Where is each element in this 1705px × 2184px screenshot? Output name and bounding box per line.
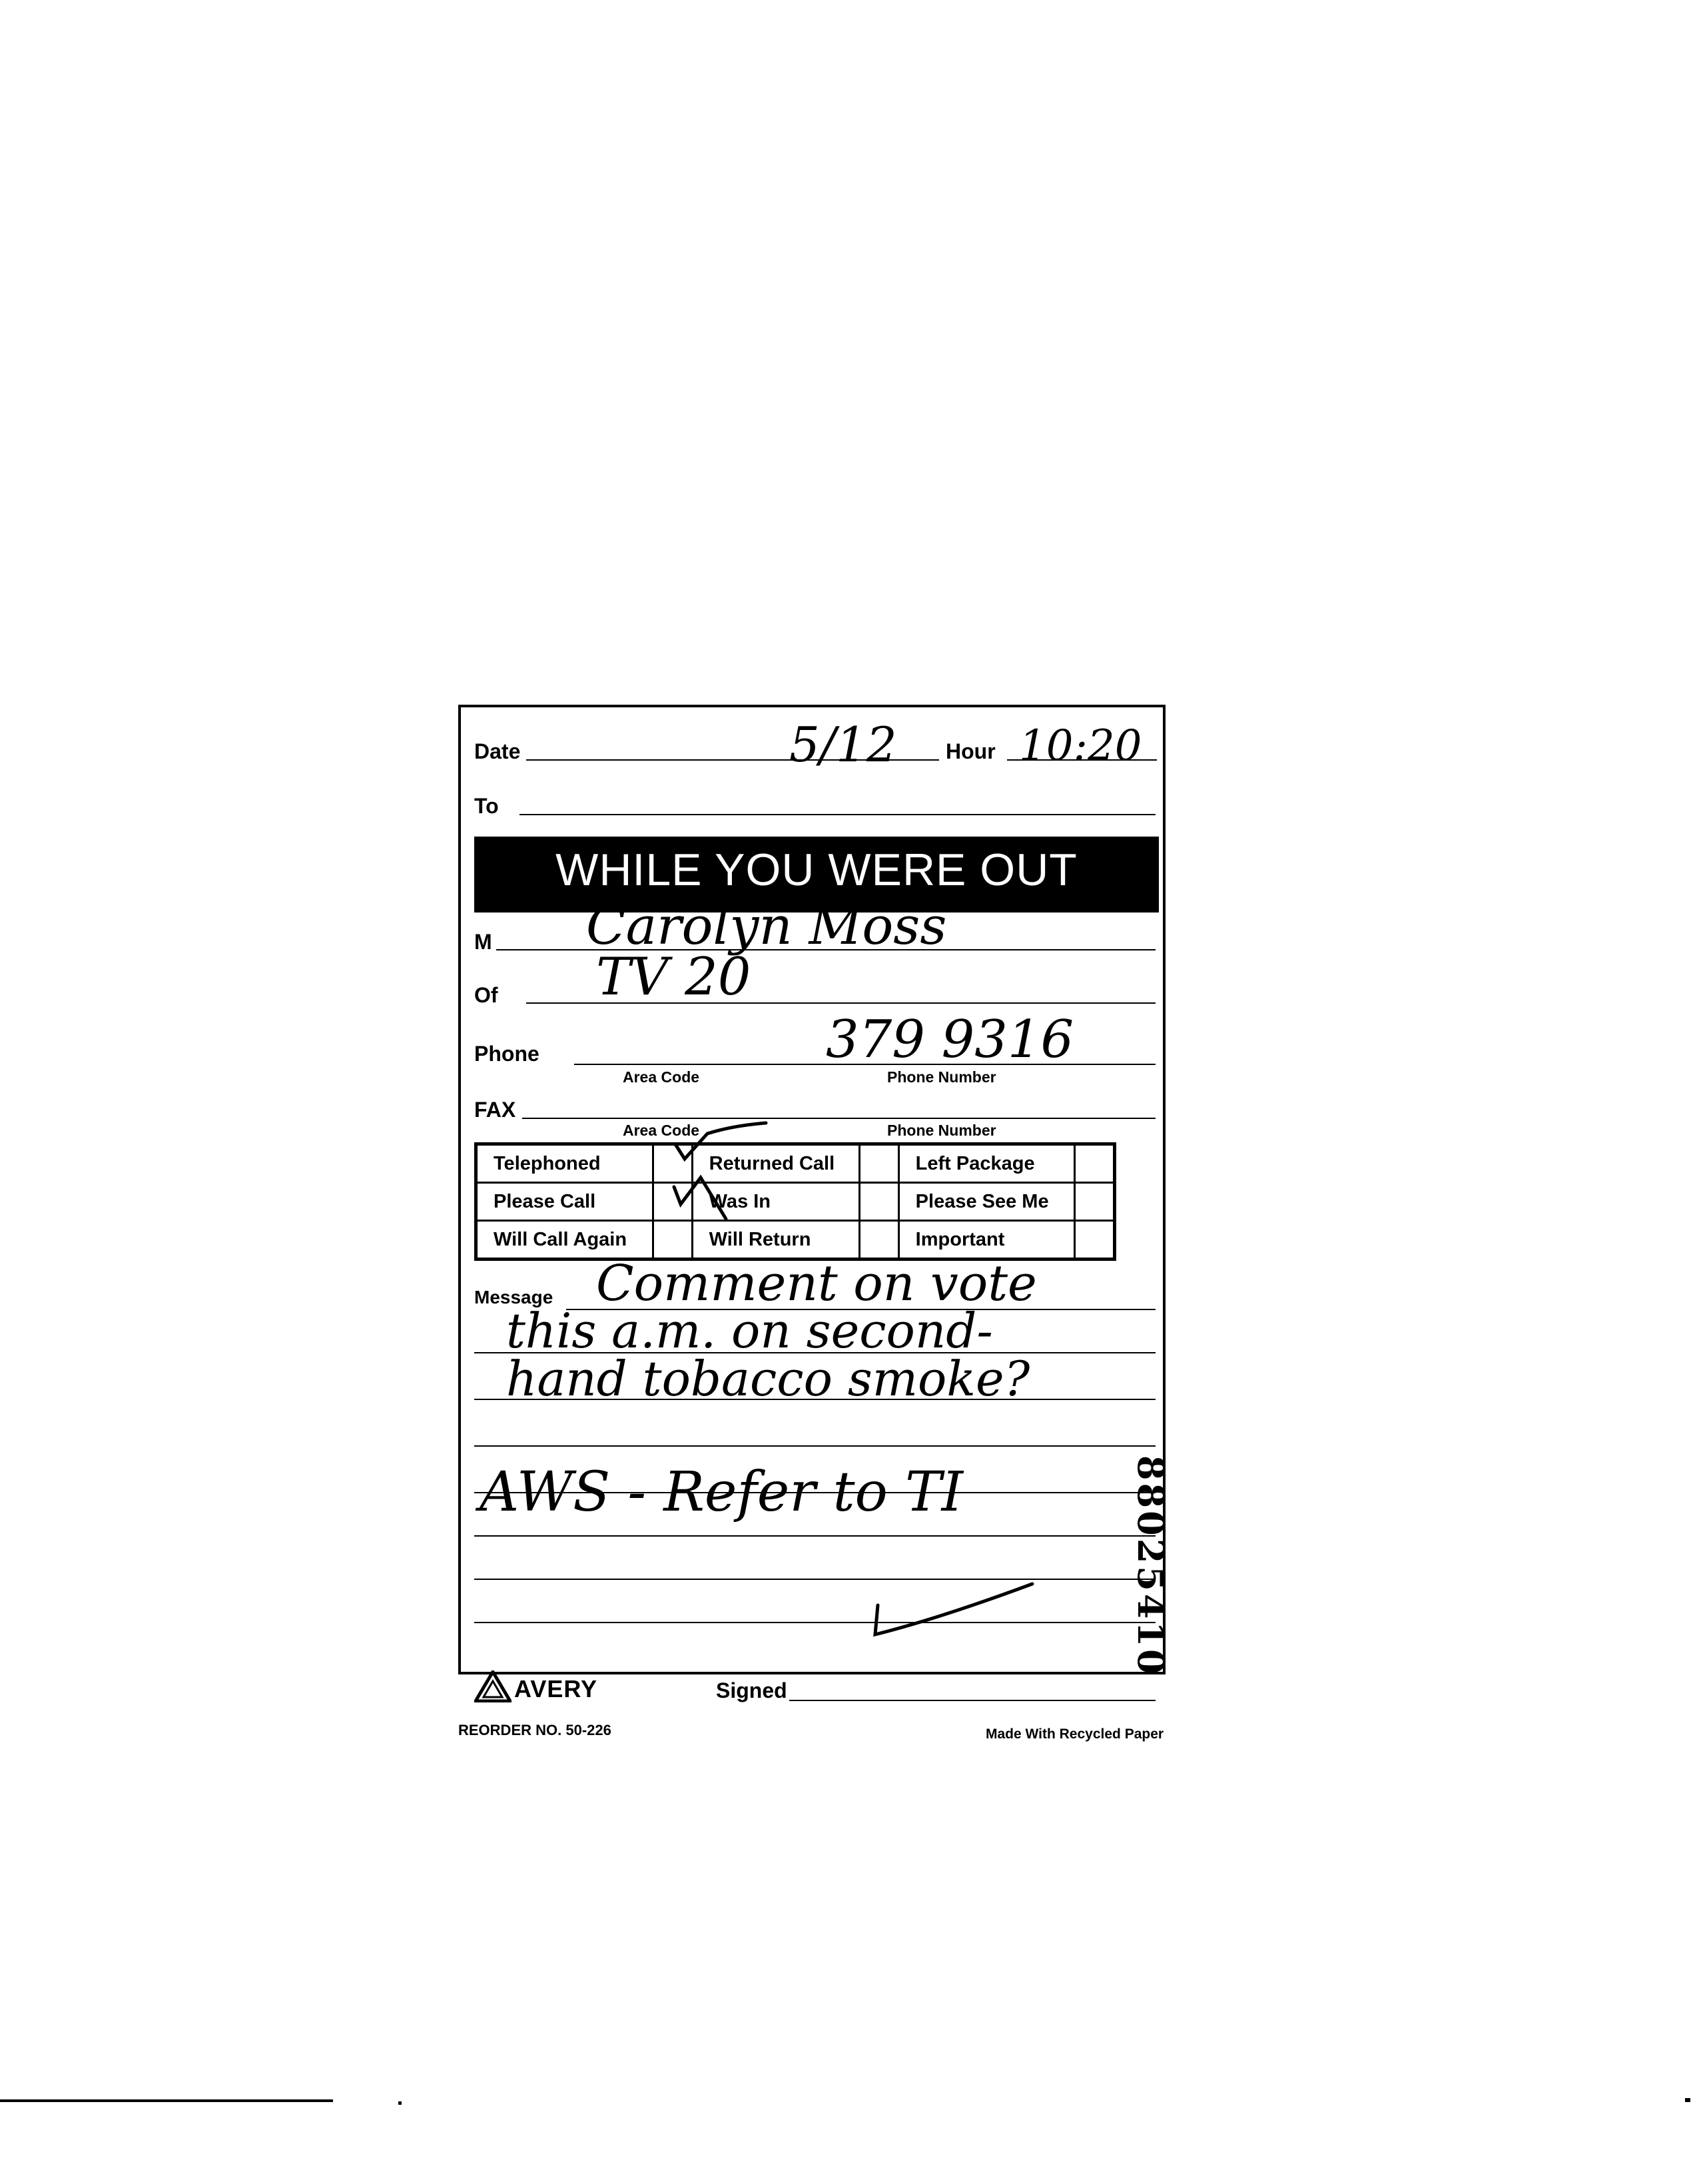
options-grid — [474, 1142, 1116, 1261]
check-marks — [666, 1106, 773, 1226]
to-label: To — [474, 794, 499, 818]
caller-organization: TV 20 — [596, 947, 751, 1007]
recycled-note: Made With Recycled Paper — [986, 1726, 1164, 1742]
approval-check — [866, 1579, 1039, 1645]
m-label: M — [474, 930, 492, 954]
check-mark-telephoned — [675, 1123, 766, 1159]
option-was-in: Was In — [692, 1183, 859, 1221]
scan-artifact-line — [0, 2099, 333, 2102]
date-label: Date — [474, 739, 521, 763]
checkbox-returned-call — [859, 1144, 898, 1183]
options-row — [476, 1183, 1115, 1221]
reorder-number: REORDER NO. 50-226 — [458, 1722, 611, 1738]
avery-brand: AVERY — [514, 1675, 598, 1702]
phone-number-label: Phone Number — [887, 1068, 996, 1086]
option-telephoned: Telephoned — [476, 1144, 653, 1183]
to-rule — [519, 814, 1156, 815]
option-will-return: Will Return — [692, 1221, 859, 1260]
signed-label: Signed — [716, 1678, 787, 1702]
options-row — [476, 1144, 1115, 1183]
option-will-call-again: Will Call Again — [476, 1221, 653, 1260]
caller-name: Carolyn Moss — [586, 897, 947, 956]
avery-logo-icon — [474, 1670, 512, 1702]
checkbox-will-call-again — [653, 1221, 692, 1260]
signed-rule — [789, 1700, 1156, 1701]
checkbox-was-in — [859, 1183, 898, 1221]
fax-label: FAX — [474, 1098, 516, 1122]
date-value: 5/12 — [789, 717, 897, 773]
phone-value: 379 9316 — [826, 1010, 1074, 1070]
scan-artifact-dot — [398, 2101, 402, 2105]
option-returned-call: Returned Call — [692, 1144, 859, 1183]
option-important: Important — [898, 1221, 1074, 1260]
scan-artifact-dot — [1685, 2098, 1690, 2102]
options-row — [476, 1221, 1115, 1260]
checkbox-please-see-me — [1075, 1183, 1115, 1221]
hour-value: 10:20 — [1019, 721, 1142, 771]
of-label: Of — [474, 983, 498, 1007]
option-left-package: Left Package — [898, 1144, 1074, 1183]
message-line-1: Comment on vote — [596, 1255, 1037, 1312]
check-mark-please-call — [674, 1178, 726, 1219]
option-please-call: Please Call — [476, 1183, 653, 1221]
hour-label: Hour — [946, 739, 996, 763]
message-label: Message — [474, 1287, 553, 1307]
message-rule — [474, 1535, 1156, 1537]
banner-title: WHILE YOU WERE OUT — [555, 845, 1078, 895]
fax-area-code-label: Area Code — [623, 1122, 700, 1139]
phone-label: Phone — [474, 1042, 539, 1066]
fax-number-label: Phone Number — [887, 1122, 996, 1139]
checkbox-will-return — [859, 1221, 898, 1260]
phone-area-code-label: Area Code — [623, 1068, 700, 1086]
stamp-number: 88025410 — [1130, 1455, 1172, 1677]
message-rule — [474, 1445, 1156, 1447]
option-please-see-me: Please See Me — [898, 1183, 1074, 1221]
message-rule — [474, 1579, 1156, 1580]
routing-note: AWS - Refer to TI — [480, 1461, 964, 1524]
fax-rule — [522, 1118, 1156, 1119]
message-rule — [474, 1622, 1156, 1623]
message-line-2: this a.m. on second- — [506, 1303, 993, 1359]
checkbox-left-package — [1075, 1144, 1115, 1183]
message-line-3: hand tobacco smoke? — [506, 1351, 1030, 1407]
checkbox-important — [1075, 1221, 1115, 1260]
